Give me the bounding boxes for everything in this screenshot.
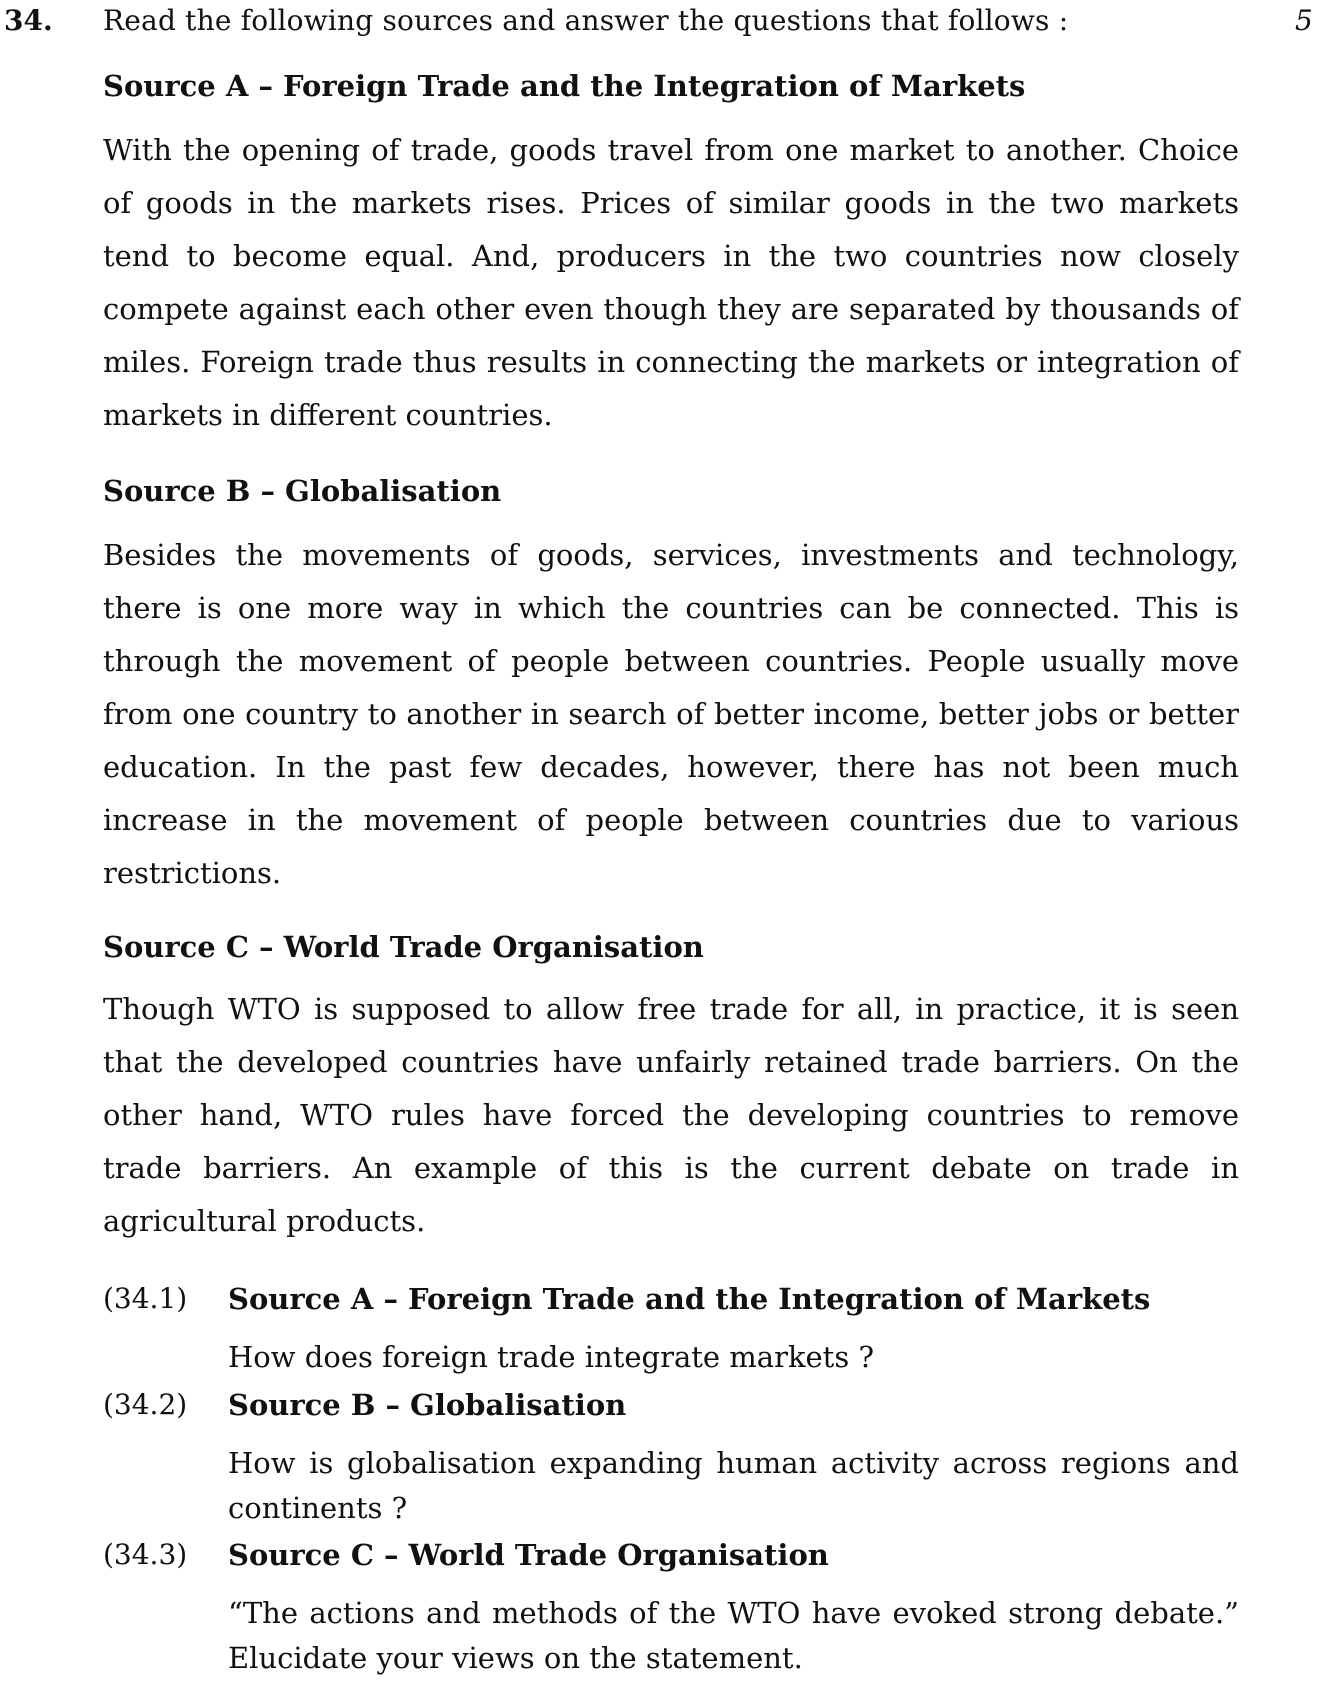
question-marks: 5 xyxy=(1295,4,1313,37)
sub-question-text: How is globalisation expanding human activity across regions and continents ? xyxy=(228,1446,1239,1525)
source-a-title: Source A – Foreign Trade and the Integration of Markets xyxy=(103,69,1026,103)
source-c-text: Though WTO is supposed to allow free trade for all, in practice, it is seen that the developed countries have unfairly retained trade barriers. On the other hand, WTO rules have forced the developing countries to remove trade barriers. An example of this is the current debate on trade in agricultural products. xyxy=(103,992,1239,1238)
source-a-text: With the opening of trade, goods travel from one market to another. Choice of goods in the markets rises. Prices of similar goods in the two markets tend to become equal. And, producers in the two countries now closely compete against each other even though they are separated by thousands of miles. Foreign trade thus results in connecting the markets or integration of markets in different countries. xyxy=(103,133,1239,432)
sub-question-number: (34.3) xyxy=(103,1538,188,1571)
source-b-text: Besides the movements of goods, services, investments and technology, there is one more way in which the countries can be connected. This is through the movement of people between countries. People usually move from one country to another in search of better income, better jobs or better education. In the past few decades, however, there has not been much increase in the movement of people between countries due to various restrictions. xyxy=(103,538,1239,890)
sub-question-number: (34.2) xyxy=(103,1388,188,1421)
source-c-title: Source C – World Trade Organisation xyxy=(103,930,704,964)
sub-question-text: How does foreign trade integrate markets ? xyxy=(228,1340,874,1374)
sub-question-title: Source A – Foreign Trade and the Integration of Markets xyxy=(228,1282,1151,1316)
question-number: 34. xyxy=(4,4,53,37)
question-instruction: Read the following sources and answer the questions that follows : xyxy=(103,4,1069,37)
sub-question-text: “The actions and methods of the WTO have evoked strong debate.” Elucidate your views on the statement. xyxy=(228,1596,1239,1675)
source-b-title: Source B – Globalisation xyxy=(103,474,502,508)
sub-question-number: (34.1) xyxy=(103,1282,188,1315)
sub-question-title: Source B – Globalisation xyxy=(228,1388,627,1422)
sub-question-title: Source C – World Trade Organisation xyxy=(228,1538,829,1572)
